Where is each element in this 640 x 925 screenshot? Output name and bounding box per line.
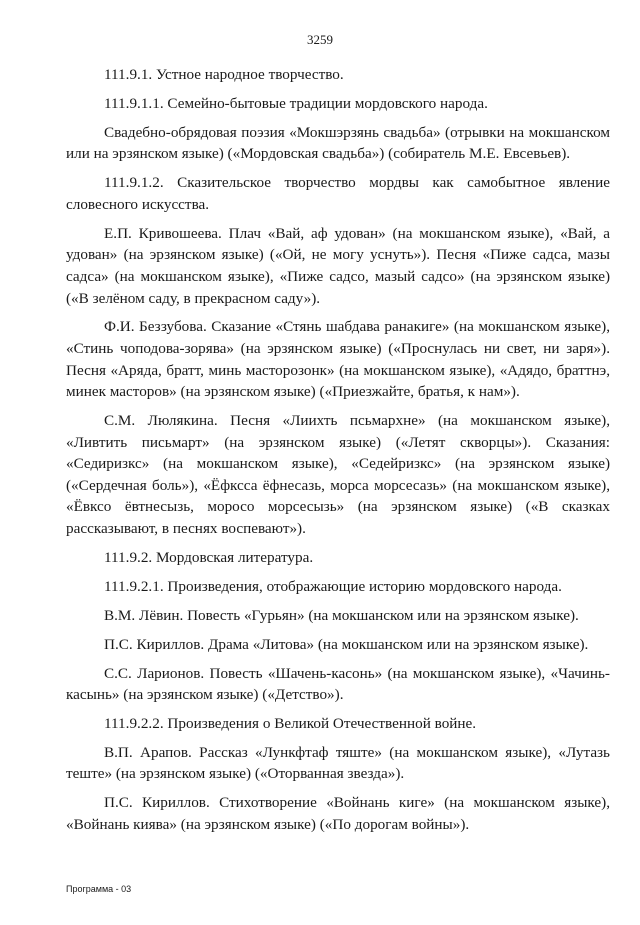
paragraph-lyulyakina: С.М. Люлякина. Песня «Лиихть псьмархне» (на мокшанском языке), «Ливтить письмарт» (на эрзянском языке) («Летят скворцы»). Сказания: «Седиризкс» (на мокшанском языке), «Седейризкс» (на эрзянском языке) («Сердечная боль»), «Ёфксса ёфнесазь, морса морсесазь» (на мокшанском языке), «Ёвксо ёвтнесызь, моросо морсесызь» (на эрзянском языке) («В сказках рассказывают, в песнях воспевают»). bbox=[66, 412, 610, 538]
paragraph-bezzubova: Ф.И. Беззубова. Сказание «Стянь шабдава ранакиге» (на мокшанском языке), «Стинь чоподова-зорява» (на эрзянском языке) («Проснулась ни свет, ни заря»). Песня «Аряда, братт, минь масторозонк» (на мокшанском языке), «Адядо, браттнэ, минек масторов» (на эрзянском языке) («Приезжайте, братья, к нам»). bbox=[66, 318, 610, 401]
section-heading-oral-folk-art: 111.9.1. Устное народное творчество. bbox=[104, 66, 344, 83]
paragraph-arapov: В.П. Арапов. Рассказ «Лункфтаф тяште» (на мокшанском языке), «Лутазь теште» (на эрзянском языке) («Оторванная звезда»). bbox=[66, 743, 610, 783]
page-number: 3259 bbox=[307, 32, 333, 47]
paragraph-kirillov-poem: П.С. Кириллов. Стихотворение «Войнань киге» (на мокшанском языке), «Войнань киява» (на эрзянском языке) («По дорогам войны»). bbox=[66, 794, 610, 833]
section-heading-mordovian-literature: 111.9.2. Мордовская литература. bbox=[104, 548, 314, 566]
document-body bbox=[66, 64, 610, 843]
paragraph-levin: В.М. Лёвин. Повесть «Гурьян» (на мокшанском или на эрзянском языке). bbox=[104, 606, 579, 624]
paragraph-wedding-poetry: Свадебно-обрядовая поэзия «Мокшэрзянь свадьба» (отрывки на мокшанском или на эрзянском языке) («Мордовская свадьба») (собиратель М.Е. Евсевьев). bbox=[66, 123, 610, 163]
paragraph-kirillov-litova: П.С. Кириллов. Драма «Литова» (на мокшанском или на эрзянском языке). bbox=[104, 635, 589, 653]
footer-label: Программа - 03 bbox=[66, 884, 132, 894]
subsection-heading-war-works: 111.9.2.2. Произведения о Великой Отечественной войне. bbox=[104, 715, 477, 732]
paragraph-krivosheeva: Е.П. Кривошеева. Плач «Вай, аф удован» (на мокшанском языке), «Вай, а удован» (на эрзянском языке) («Ой, не могу уснуть»). Песня «Пиже садса, мазы садса» (на мокшанском языке), «Пиже садсо, мазый садсо» (на эрзянском языке) («В зелёном саду, в прекрасном саду»). bbox=[66, 224, 610, 307]
subsection-heading-storytelling: 111.9.1.2. Сказительское творчество мордвы как самобытное явление словесного искусства. bbox=[66, 174, 610, 213]
paragraph-larionov: С.С. Ларионов. Повесть «Шачень-касонь» (на мокшанском языке), «Чачинь-касынь» (на эрзянском языке) («Детство»). bbox=[66, 664, 610, 704]
subsection-heading-family-traditions: 111.9.1.1. Семейно-бытовые традиции мордовского народа. bbox=[104, 94, 488, 112]
subsection-heading-history-works: 111.9.2.1. Произведения, отображающие историю мордовского народа. bbox=[104, 577, 562, 595]
